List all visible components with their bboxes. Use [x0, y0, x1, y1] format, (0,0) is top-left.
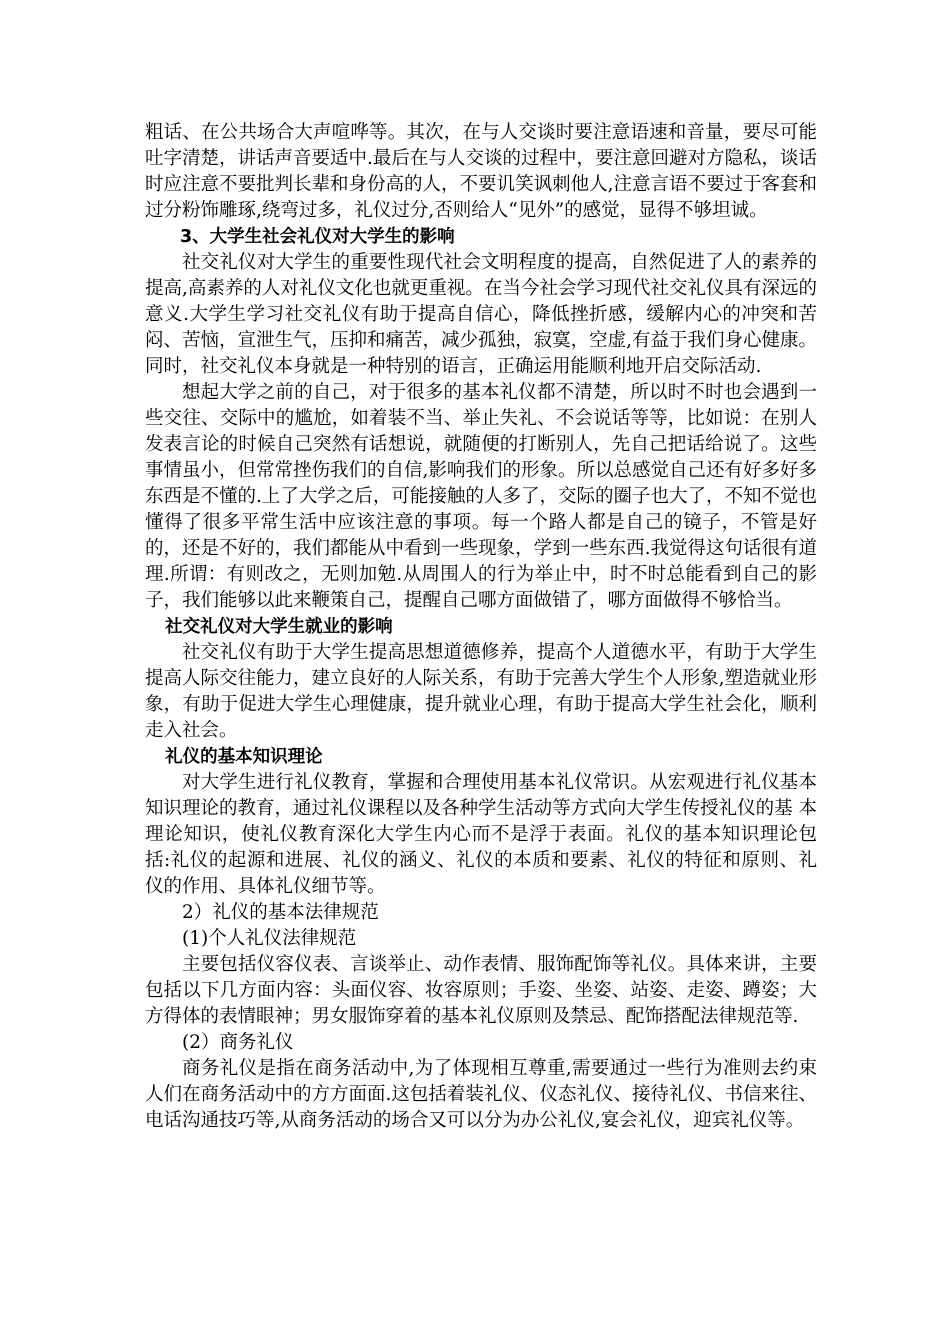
- subheading-personal-etiquette: (1)个人礼仪法律规范: [182, 928, 357, 949]
- document-page: [145, 120, 817, 1134]
- paragraph-employment: 社交礼仪有助于大学生提高思想道德修养，提高个人道德水平，有助于大学生提高人际交往能力，建立良好的人际关系，有助于完善大学生个人形象,塑造就业形象，有助于促进大学生心理健康，提升就业心理，有助于提高大学生社会化，顺利走入社会。: [145, 642, 817, 741]
- subheading-legal-norms: 2）礼仪的基本法律规范: [182, 902, 379, 923]
- subheading-business-etiquette: (2）商务礼仪: [182, 1032, 294, 1053]
- paragraph-intro-continued: 粗话、在公共场合大声喧哗等。其次，在与人交谈时要注意语速和音量，要尽可能吐字清楚，讲话声音要适中.最后在与人交谈的过程中，要注意回避对方隐私，谈话时应注意不要批判长辈和身份高的人，不要讥笑讽刺他人,注意言语不要过于客套和过分粉饰雕琢,绕弯过多，礼仪过分,否则给人“见外”的感觉，显得不够坦诚。: [145, 122, 817, 221]
- paragraph-reflection: 想起大学之前的自己，对于很多的基本礼仪都不清楚，所以时不时也会遇到一些交往、交际中的尴尬，如着装不当、举止失礼、不会说话等等，比如说：在别人发表言论的时候自己突然有话想说，就随便的打断别人，先自己把话给说了。这些事情虽小，但常常挫伤我们的自信,影响我们的形象。所以总感觉自己还有好多好多东西是不懂的.上了大学之后，可能接触的人多了，交际的圈子也大了，不知不觉也懂得了很多平常生活中应该注意的事项。每一个路人都是自己的镜子，不管是好的，还是不好的，我们都能从中看到一些现象，学到一些东西.我觉得这句话很有道理.所谓：有则改之，无则加勉.从周围人的行为举止中，时不时总能看到自己的影子，我们能够以此来鞭策自己，提醒自己哪方面做错了，哪方面做得不够恰当。: [145, 382, 817, 611]
- paragraph-personal-etiquette: 主要包括仪容仪表、言谈举止、动作表情、服饰配饰等礼仪。具体来讲，主要包括以下几方面内容：头面仪容、妆容原则；手姿、坐姿、站姿、走姿、蹲姿；大方得体的表情眼神；男女服饰穿着的基本礼仪原则及禁忌、配饰搭配法律规范等.: [145, 954, 817, 1027]
- paragraph-importance: 社交礼仪对大学生的重要性现代社会文明程度的提高，自然促进了人的素养的提高,高素养的人对礼仪文化也就更重视。在当今社会学习现代社交礼仪具有深远的意义.大学生学习社交礼仪有助于提高自信心，降低挫折感，缓解内心的冲突和苦闷、苦恼，宣泄生气，压抑和痛苦，减少孤独，寂寞，空虚,有益于我们身心健康。同时，社交礼仪本身就是一种特别的语言，正确运用能顺利地开启交际活动.: [145, 252, 817, 377]
- paragraph-business-etiquette: 商务礼仪是指在商务活动中,为了体现相互尊重,需要通过一些行为准则去约束人们在商务活动中的方方面面.这包括着装礼仪、仪态礼仪、接待礼仪、书信来往、电话沟通技巧等,从商务活动的场合又可以分为办公礼仪,宴会礼仪，迎宾礼仪等。: [145, 1058, 817, 1131]
- paragraph-basic-theory: 对大学生进行礼仪教育，掌握和合理使用基本礼仪常识。从宏观进行礼仪基本知识理论的教育，通过礼仪课程以及各种学生活动等方式向大学生传授礼仪的基 本理论知识，使礼仪教育深化大学生内心而不是浮于表面。礼仪的基本知识理论包括:礼仪的起源和进展、礼仪的涵义、礼仪的本质和要素、礼仪的特征和原则、礼 仪的作用、具体礼仪细节等。: [145, 772, 817, 897]
- section-heading-employment-impact: 社交礼仪对大学生就业的影响: [165, 617, 393, 637]
- section-heading-social-etiquette-impact: 3、大学生社会礼仪对大学生的影响: [180, 227, 455, 247]
- section-heading-basic-theory: 礼仪的基本知识理论: [165, 747, 323, 767]
